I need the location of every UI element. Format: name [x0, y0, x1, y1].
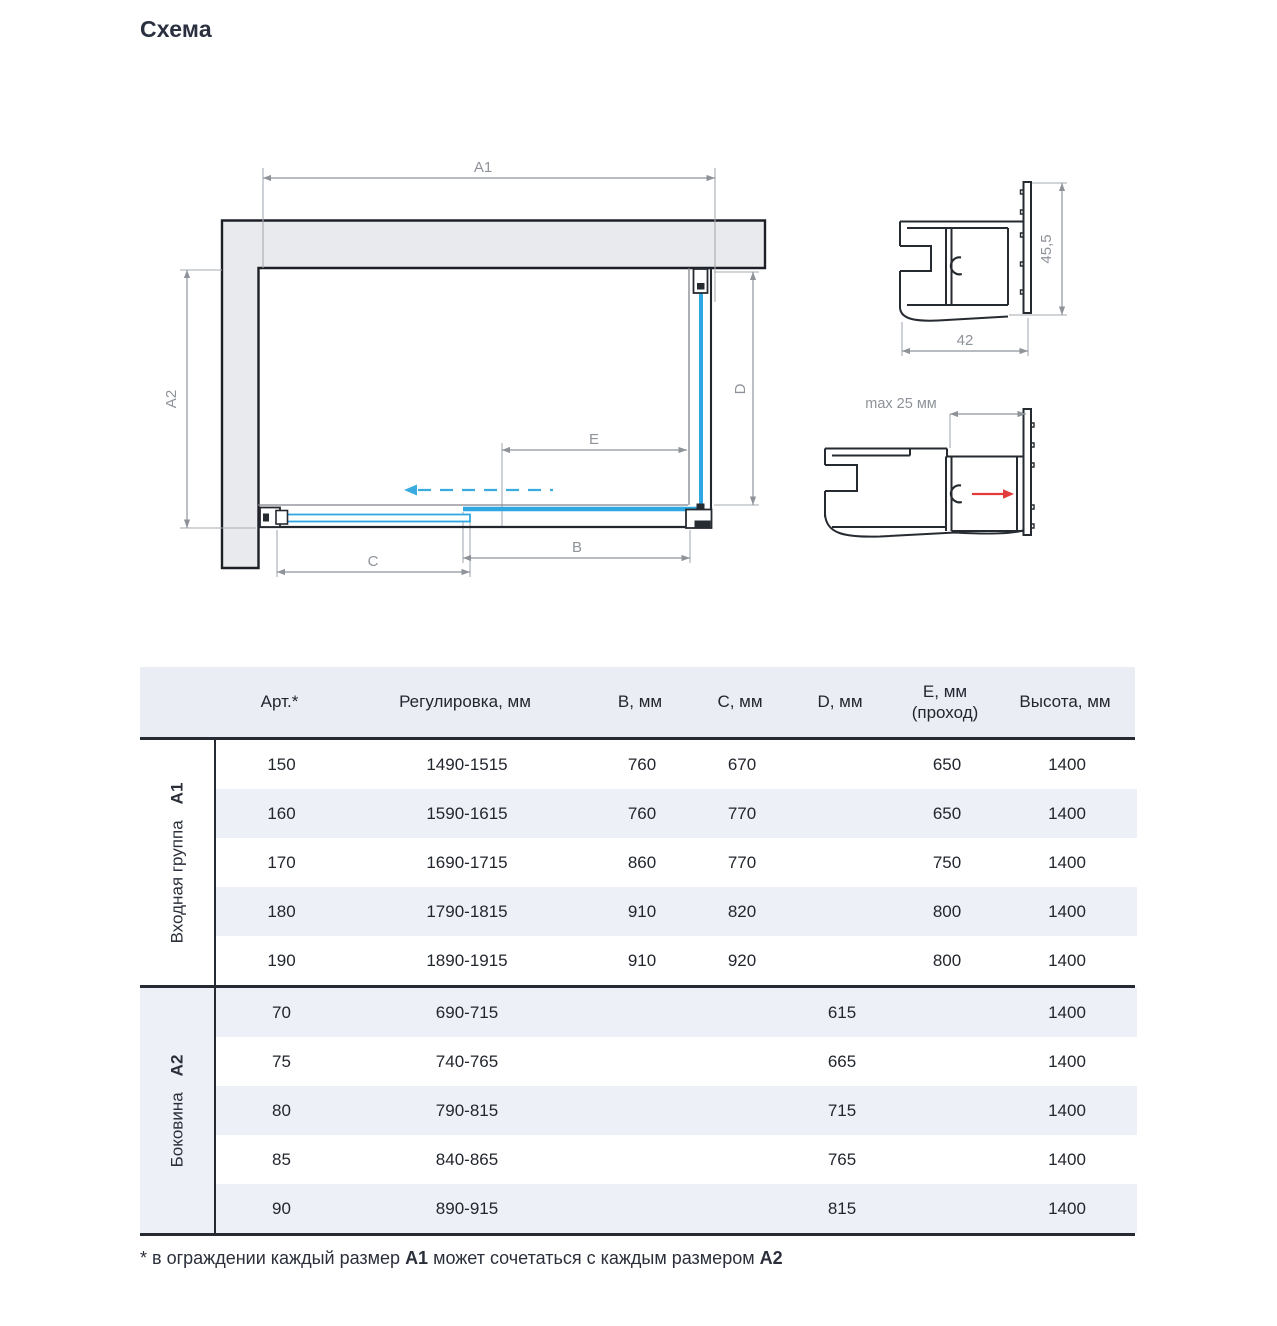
glass-panels: [285, 288, 701, 522]
table-cell: 75: [272, 1051, 291, 1071]
table-cell: 650: [932, 754, 962, 774]
col-header-b: B, мм: [617, 692, 663, 712]
group-label-a1: [140, 740, 216, 985]
footnote: [140, 1248, 783, 1269]
table-cell: 800: [932, 950, 962, 970]
table-header: [140, 667, 1135, 740]
dim-label-a1: A1: [473, 159, 493, 176]
table-cell: 1400: [1048, 1100, 1086, 1120]
table-cell: 750: [932, 852, 962, 872]
footnote-a1: А1: [405, 1248, 429, 1268]
table-cell: 1890-1915: [426, 950, 508, 970]
group-label-bold: А1: [167, 782, 187, 804]
screw-channel: [951, 485, 962, 502]
table-row: [216, 887, 1137, 936]
screw-channel: [951, 257, 962, 274]
table-cell: 1400: [1048, 1051, 1086, 1071]
group-label-bold: А2: [167, 1054, 186, 1076]
table-cell: 180: [267, 901, 296, 921]
dim-label-c: C: [367, 553, 379, 570]
table-row: [216, 1184, 1137, 1233]
table-cell: 690-715: [435, 1002, 499, 1022]
footnote-text: может сочетаться с каждым размером: [428, 1248, 760, 1268]
table-cell: 615: [827, 1002, 857, 1022]
table-cell: 1400: [1048, 1149, 1086, 1169]
table-cell: 665: [827, 1051, 857, 1071]
col-header-c: C, мм: [717, 692, 763, 712]
table-cell: 650: [932, 803, 962, 823]
group-label-text: Входная группа: [167, 819, 187, 943]
col-header-adjust: Регулировка, мм: [399, 692, 531, 712]
table-row: [216, 740, 1137, 789]
dim-label-b: B: [571, 539, 583, 556]
table-cell: 1690-1715: [426, 852, 508, 872]
group-label-a2: [140, 988, 216, 1233]
profile-width-label: 42: [956, 332, 974, 349]
table-cell: 1400: [1048, 950, 1086, 970]
table-cell: 90: [272, 1198, 291, 1218]
table-cell: 770: [727, 852, 757, 872]
table-cell: 70: [272, 1002, 291, 1022]
page-title: Схема: [140, 16, 212, 42]
table-cell: 910: [627, 950, 657, 970]
table-cell: 1400: [1048, 1002, 1086, 1022]
table-cell: 770: [727, 803, 757, 823]
table-cell: 170: [267, 852, 296, 872]
dim-label-e: E: [588, 431, 600, 448]
table-cell: 820: [727, 901, 757, 921]
table-cell: 920: [727, 950, 757, 970]
col-header-d: D, мм: [817, 692, 863, 712]
table-cell: 160: [267, 803, 296, 823]
table-cell: 670: [727, 754, 757, 774]
table-cell: 1400: [1048, 901, 1086, 921]
table-row: [216, 789, 1137, 838]
table-group-side-a2: [140, 988, 1135, 1236]
table-cell: 765: [827, 1149, 857, 1169]
table-cell: 1490-1515: [426, 754, 508, 774]
table-cell: 1400: [1048, 1198, 1086, 1218]
adjust-direction-arrow: [972, 489, 1014, 498]
profile-section-top: [900, 182, 1031, 321]
table-cell: 740-765: [435, 1051, 499, 1071]
table-cell: 85: [272, 1149, 291, 1169]
table-cell: 910: [627, 901, 657, 921]
max-adjust-label: max 25 мм: [865, 396, 937, 412]
table-cell: 715: [827, 1100, 857, 1120]
table-cell: 760: [627, 803, 657, 823]
table-row: [216, 988, 1137, 1037]
footnote-a2: А2: [759, 1248, 783, 1268]
spec-table: [140, 667, 1135, 1236]
col-header-art: Арт.*: [260, 692, 299, 712]
table-cell: 1400: [1048, 852, 1086, 872]
table-group-entrance-a1: [140, 740, 1135, 988]
profile-section-bottom: [825, 409, 1034, 537]
slide-direction-arrow: [404, 485, 553, 496]
profile-flange-adjustable: [1024, 409, 1032, 535]
group-rows-a1: [216, 740, 1137, 985]
footnote-text: * в ограждении каждый размер: [140, 1248, 406, 1268]
group-label-text: Боковина: [167, 1091, 186, 1167]
table-cell: 815: [827, 1198, 857, 1218]
table-cell: 1590-1615: [426, 803, 508, 823]
table-row: [216, 1135, 1137, 1184]
table-cell: 890-915: [435, 1198, 499, 1218]
technical-drawing: [0, 0, 1277, 660]
profile-top-dimensions: [902, 183, 1067, 356]
table-cell: 790-815: [435, 1100, 499, 1120]
sliding-glass-panel: [285, 515, 470, 522]
table-cell: 190: [267, 950, 296, 970]
dim-label-d: D: [732, 383, 749, 395]
table-row: [216, 1037, 1137, 1086]
table-cell: 150: [267, 754, 296, 774]
table-cell: 840-865: [435, 1149, 499, 1169]
table-cell: 760: [627, 754, 657, 774]
col-header-e: E, мм (проход): [911, 681, 979, 722]
col-header-height: Высота, мм: [1019, 692, 1111, 712]
profile-flange: [1024, 182, 1032, 313]
table-cell: 80: [272, 1100, 291, 1120]
table-row: [216, 1086, 1137, 1135]
table-cell: 1790-1815: [426, 901, 508, 921]
dim-label-a2: А2: [163, 389, 180, 409]
group-rows-a2: [216, 988, 1137, 1233]
profile-height-label: 45,5: [1038, 234, 1055, 264]
table-cell: 800: [932, 901, 962, 921]
plan-view: [163, 159, 765, 577]
table-row: [216, 936, 1137, 985]
table-cell: 1400: [1048, 803, 1086, 823]
table-cell: 860: [627, 852, 657, 872]
table-cell: 1400: [1048, 754, 1086, 774]
frame-track: [258, 268, 712, 527]
table-row: [216, 838, 1137, 887]
